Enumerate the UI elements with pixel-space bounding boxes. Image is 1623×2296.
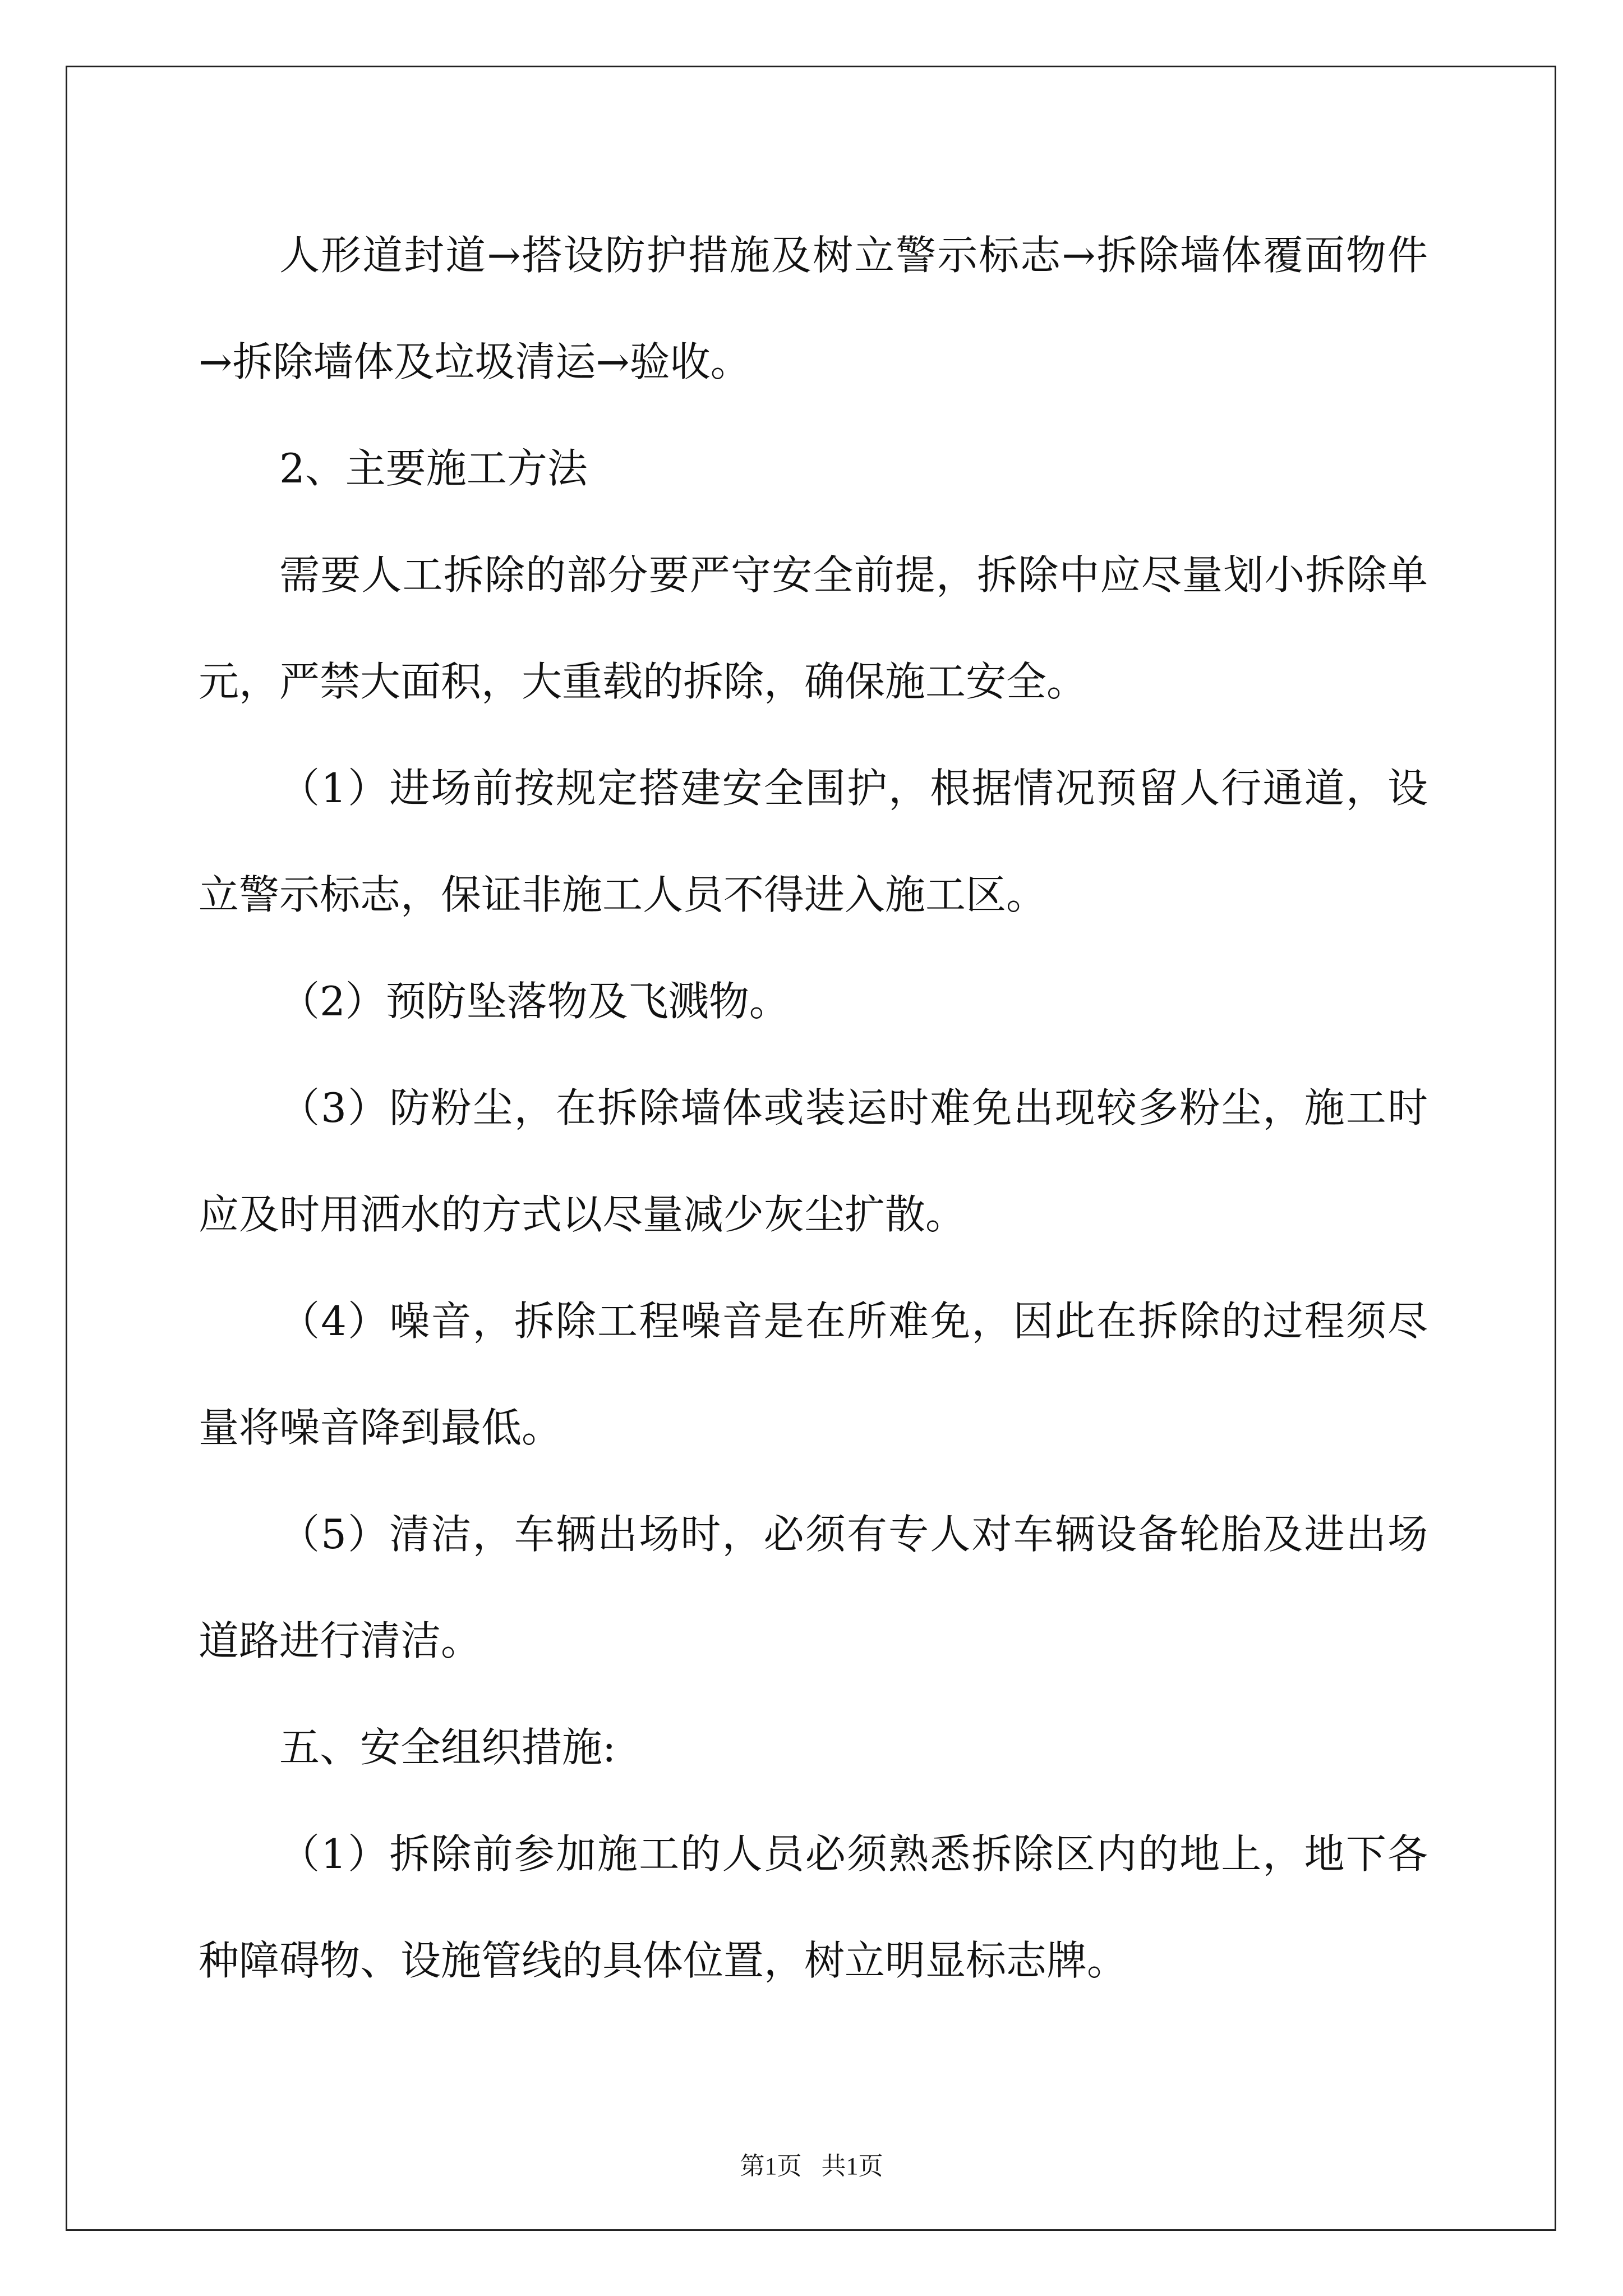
- paragraph-4: （1）进场前按规定搭建安全围护，根据情况预留人行通道，设立警示标志，保证非施工人员不得进入施工区。: [199, 765, 1428, 918]
- paragraph-3: 需要人工拆除的部分要严守安全前提，拆除中应尽量划小拆除单元，严禁大面积，大重载的拆除，确保施工安全。: [199, 551, 1428, 705]
- page-footer: [0, 2146, 1623, 2182]
- paragraph-6: （3）防粉尘，在拆除墙体或装运时难免出现较多粉尘，施工时应及时用洒水的方式以尽量减少灰尘扩散。: [199, 1084, 1428, 1238]
- paragraph-9: 五、安全组织措施:: [279, 1724, 616, 1771]
- paragraph-1: 人形道封道→搭设防护措施及树立警示标志→拆除墙体覆面物件→拆除墙体及垃圾清运→验收。: [199, 232, 1428, 385]
- page-total-label: 共1页: [821, 2152, 883, 2180]
- paragraph-7: （4）噪音，拆除工程噪音是在所难免，因此在拆除的过程须尽量将噪音降到最低。: [199, 1297, 1428, 1451]
- document-body: [199, 202, 1428, 2014]
- paragraph-5: （2）预防坠落物及飞溅物。: [279, 978, 790, 1025]
- paragraph-8: （5）清洁，车辆出场时，必须有专人对车辆设备轮胎及进出场道路进行清洁。: [199, 1511, 1428, 1664]
- paragraph-10: （1）拆除前参加施工的人员必须熟悉拆除区内的地上，地下各种障碍物、设施管线的具体位置，树立明显标志牌。: [199, 1830, 1428, 1984]
- page-current-label: 第1页: [740, 2152, 802, 2180]
- paragraph-2: 2、主要施工方法: [279, 445, 588, 492]
